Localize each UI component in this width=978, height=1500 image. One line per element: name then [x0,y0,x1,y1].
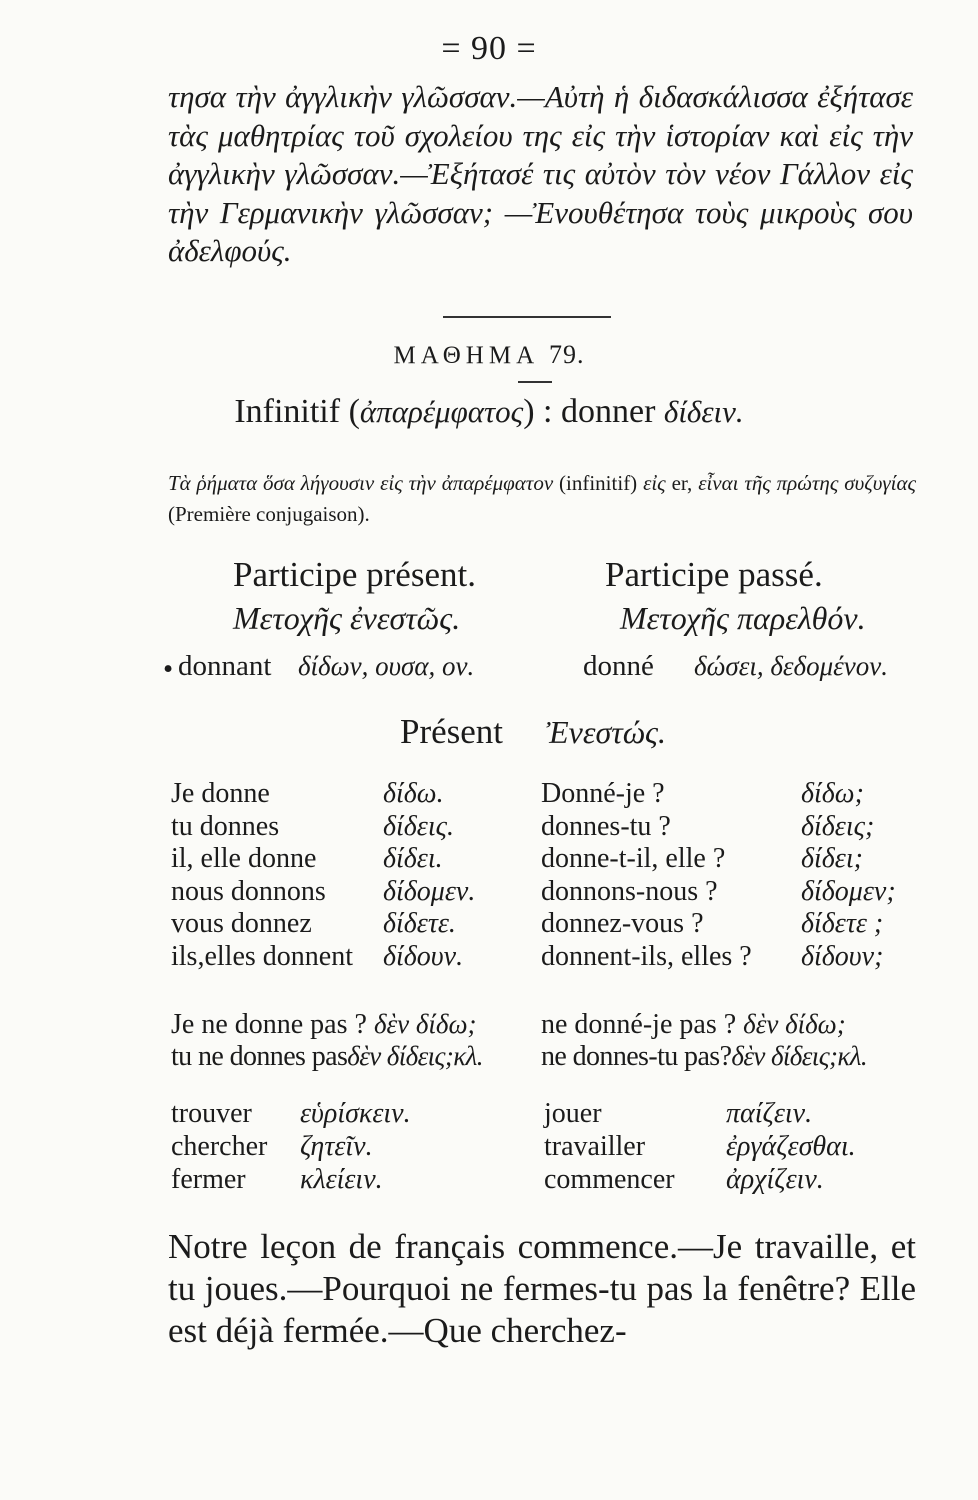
conj-q-fr-2: donne-t-il, elle ? [541,843,726,874]
vocab-fr-0: trouver [171,1098,252,1129]
past-participle-fr: donné [583,650,654,682]
infinitif-heading [0,393,978,431]
past-participle-gr [694,650,888,683]
negation-line-2b [541,1040,867,1074]
conj-q-gr-1: δίδεις; [801,810,875,842]
present-participle-fr: donnant [178,650,272,682]
past-participle-gr-text: δώσει, δεδομένον. [694,651,888,681]
negation-line-1 [171,1008,477,1042]
divider-top [443,316,611,318]
divider-short [518,381,552,383]
present-participle-gr [298,650,474,683]
conj-q-fr-4: donnez-vous ? [541,908,704,939]
neg-2-gr2: δὲν δίδεις;κλ. [731,1041,868,1071]
neg-1-fr2: ne donné-je pas ? [541,1009,737,1040]
present-tense-greek: Ἐνεστώς. [546,714,667,750]
conj-q-fr-5: donnent-ils, elles ? [541,940,752,972]
conj-q-fr-0: Donné-je ? [541,778,665,809]
lesson-number: 79. [549,340,585,369]
negation-line-1b [541,1008,846,1042]
conj-fr-1: tu donnes [171,810,280,842]
page-number: = 90 = [441,30,537,67]
vocab-gr2-1: ἐργάζεσθαι. [726,1131,856,1162]
conj-q-gr-3: δίδομεν; [801,875,896,907]
infinitif-label: Infinitif ( [234,393,360,430]
neg-1-gr: δὲν δίδω; [373,1009,477,1039]
negation-line-2 [171,1040,483,1074]
vocab-gr-2: κλείειν. [300,1164,383,1195]
conjugation-note [168,468,916,530]
conj-gr-5: δίδουν. [383,940,464,972]
note-greek-1: Τὰ ῥήματα ὅσα λήγουσιν εἰς τὴν ἀπαρέμφατον [168,471,554,495]
neg-1-gr2: δὲν δίδω; [743,1009,846,1039]
conj-gr-2: δίδει. [383,843,443,874]
conj-fr-0: Je donne [171,778,270,809]
note-greek-2: εἰς [643,471,666,495]
note-greek-3: εἶναι τῆς πρώτης συζυγίας [698,471,917,495]
bullet-dot: • [163,653,174,685]
conj-gr-4: δίδετε. [383,908,456,939]
conj-q-gr-0: δίδω; [801,778,864,809]
conj-q-gr-5: δίδουν; [801,940,884,972]
note-fr-3: (Première conjugaison). [168,502,370,526]
participe-passe-heading: Participe passé. [605,555,823,594]
vocab-fr-1: chercher [171,1131,268,1162]
infinitif-rest: ) : donner [523,393,664,430]
vocab-gr2-0: παίζειν. [726,1098,813,1129]
note-fr-2: er, [671,471,693,495]
neg-2-fr2: ne donnes-tu pas? [541,1041,732,1072]
conj-fr-5: ils,elles donnent [171,940,353,972]
conj-q-gr-2: δίδει; [801,843,863,874]
lesson-title [0,340,978,370]
vocab-fr2-0: jouer [544,1098,602,1129]
note-fr-1: (infinitif) [559,471,638,495]
conj-gr-0: δίδω. [383,778,444,809]
conj-gr-1: δίδεις. [383,810,454,842]
greek-exercise-paragraph: τησα τὴν ἀγγλικὴν γλῶσσαν.—Αὐτὴ ἡ διδασκάλισσα ἐξήτασε τὰς μαθητρίας τοῦ σχολείου της εἰς τὴν ἱστορίαν καὶ εἰς τὴν ἀγγλικὴν γλῶσσαν.—Ἐξήτασέ τις αὐτὸν τὸν νέον Γάλλον εἰς τὴν Γερμανικὴν γλῶσσαν; —Ἐνουθέτησα τοὺς μικροὺς σου ἀδελφούς. [168,79,913,268]
conj-q-fr-3: donnons-nous ? [541,875,718,907]
vocab-fr-2: fermer [171,1164,246,1195]
participle-forms-row [163,653,173,686]
participe-present-heading: Participe présent. [233,555,476,594]
conj-gr-3: δίδομεν. [383,875,476,907]
present-participle-gr-text: δίδων, ουσα, ον. [298,651,475,681]
neg-2-fr: tu ne donnes pas [171,1041,348,1072]
conj-fr-3: nous donnons [171,875,326,907]
conj-fr-2: il, elle donne [171,843,317,874]
vocab-fr2-1: travailler [544,1131,646,1162]
infinitif-verb: δίδειν. [663,394,744,429]
infinitif-greek: ἀπαρέμφατος [359,394,524,429]
conj-fr-4: vous donnez [171,908,312,939]
french-exercise-paragraph: Notre leçon de français commence.—Je travaille, et tu joues.—Pourquoi ne fermes-tu pas la fenêtre? Elle est déjà fermée.—Que cherchez- [168,1227,916,1350]
vocab-gr-0: εὑρίσκειν. [300,1098,411,1129]
neg-2-gr: δὲν δίδεις;κλ. [347,1041,483,1071]
conj-q-gr-4: δίδετε ; [801,908,884,939]
neg-1-fr: Je ne donne pas ? [171,1009,367,1040]
participe-present-greek: Μετοχῆς ἐνεστῶς. [233,600,461,636]
conj-q-fr-1: donnes-tu ? [541,810,671,842]
present-tense-heading: Présent [400,712,504,751]
lesson-label: ΜΑΘΗΜΑ [393,342,538,369]
vocab-gr-1: ζητεῖν. [300,1131,373,1162]
vocab-gr2-2: ἀρχίζειν. [726,1164,824,1195]
vocab-fr2-2: commencer [544,1164,675,1195]
participe-passe-greek: Μετοχῆς παρελθόν. [620,600,866,636]
